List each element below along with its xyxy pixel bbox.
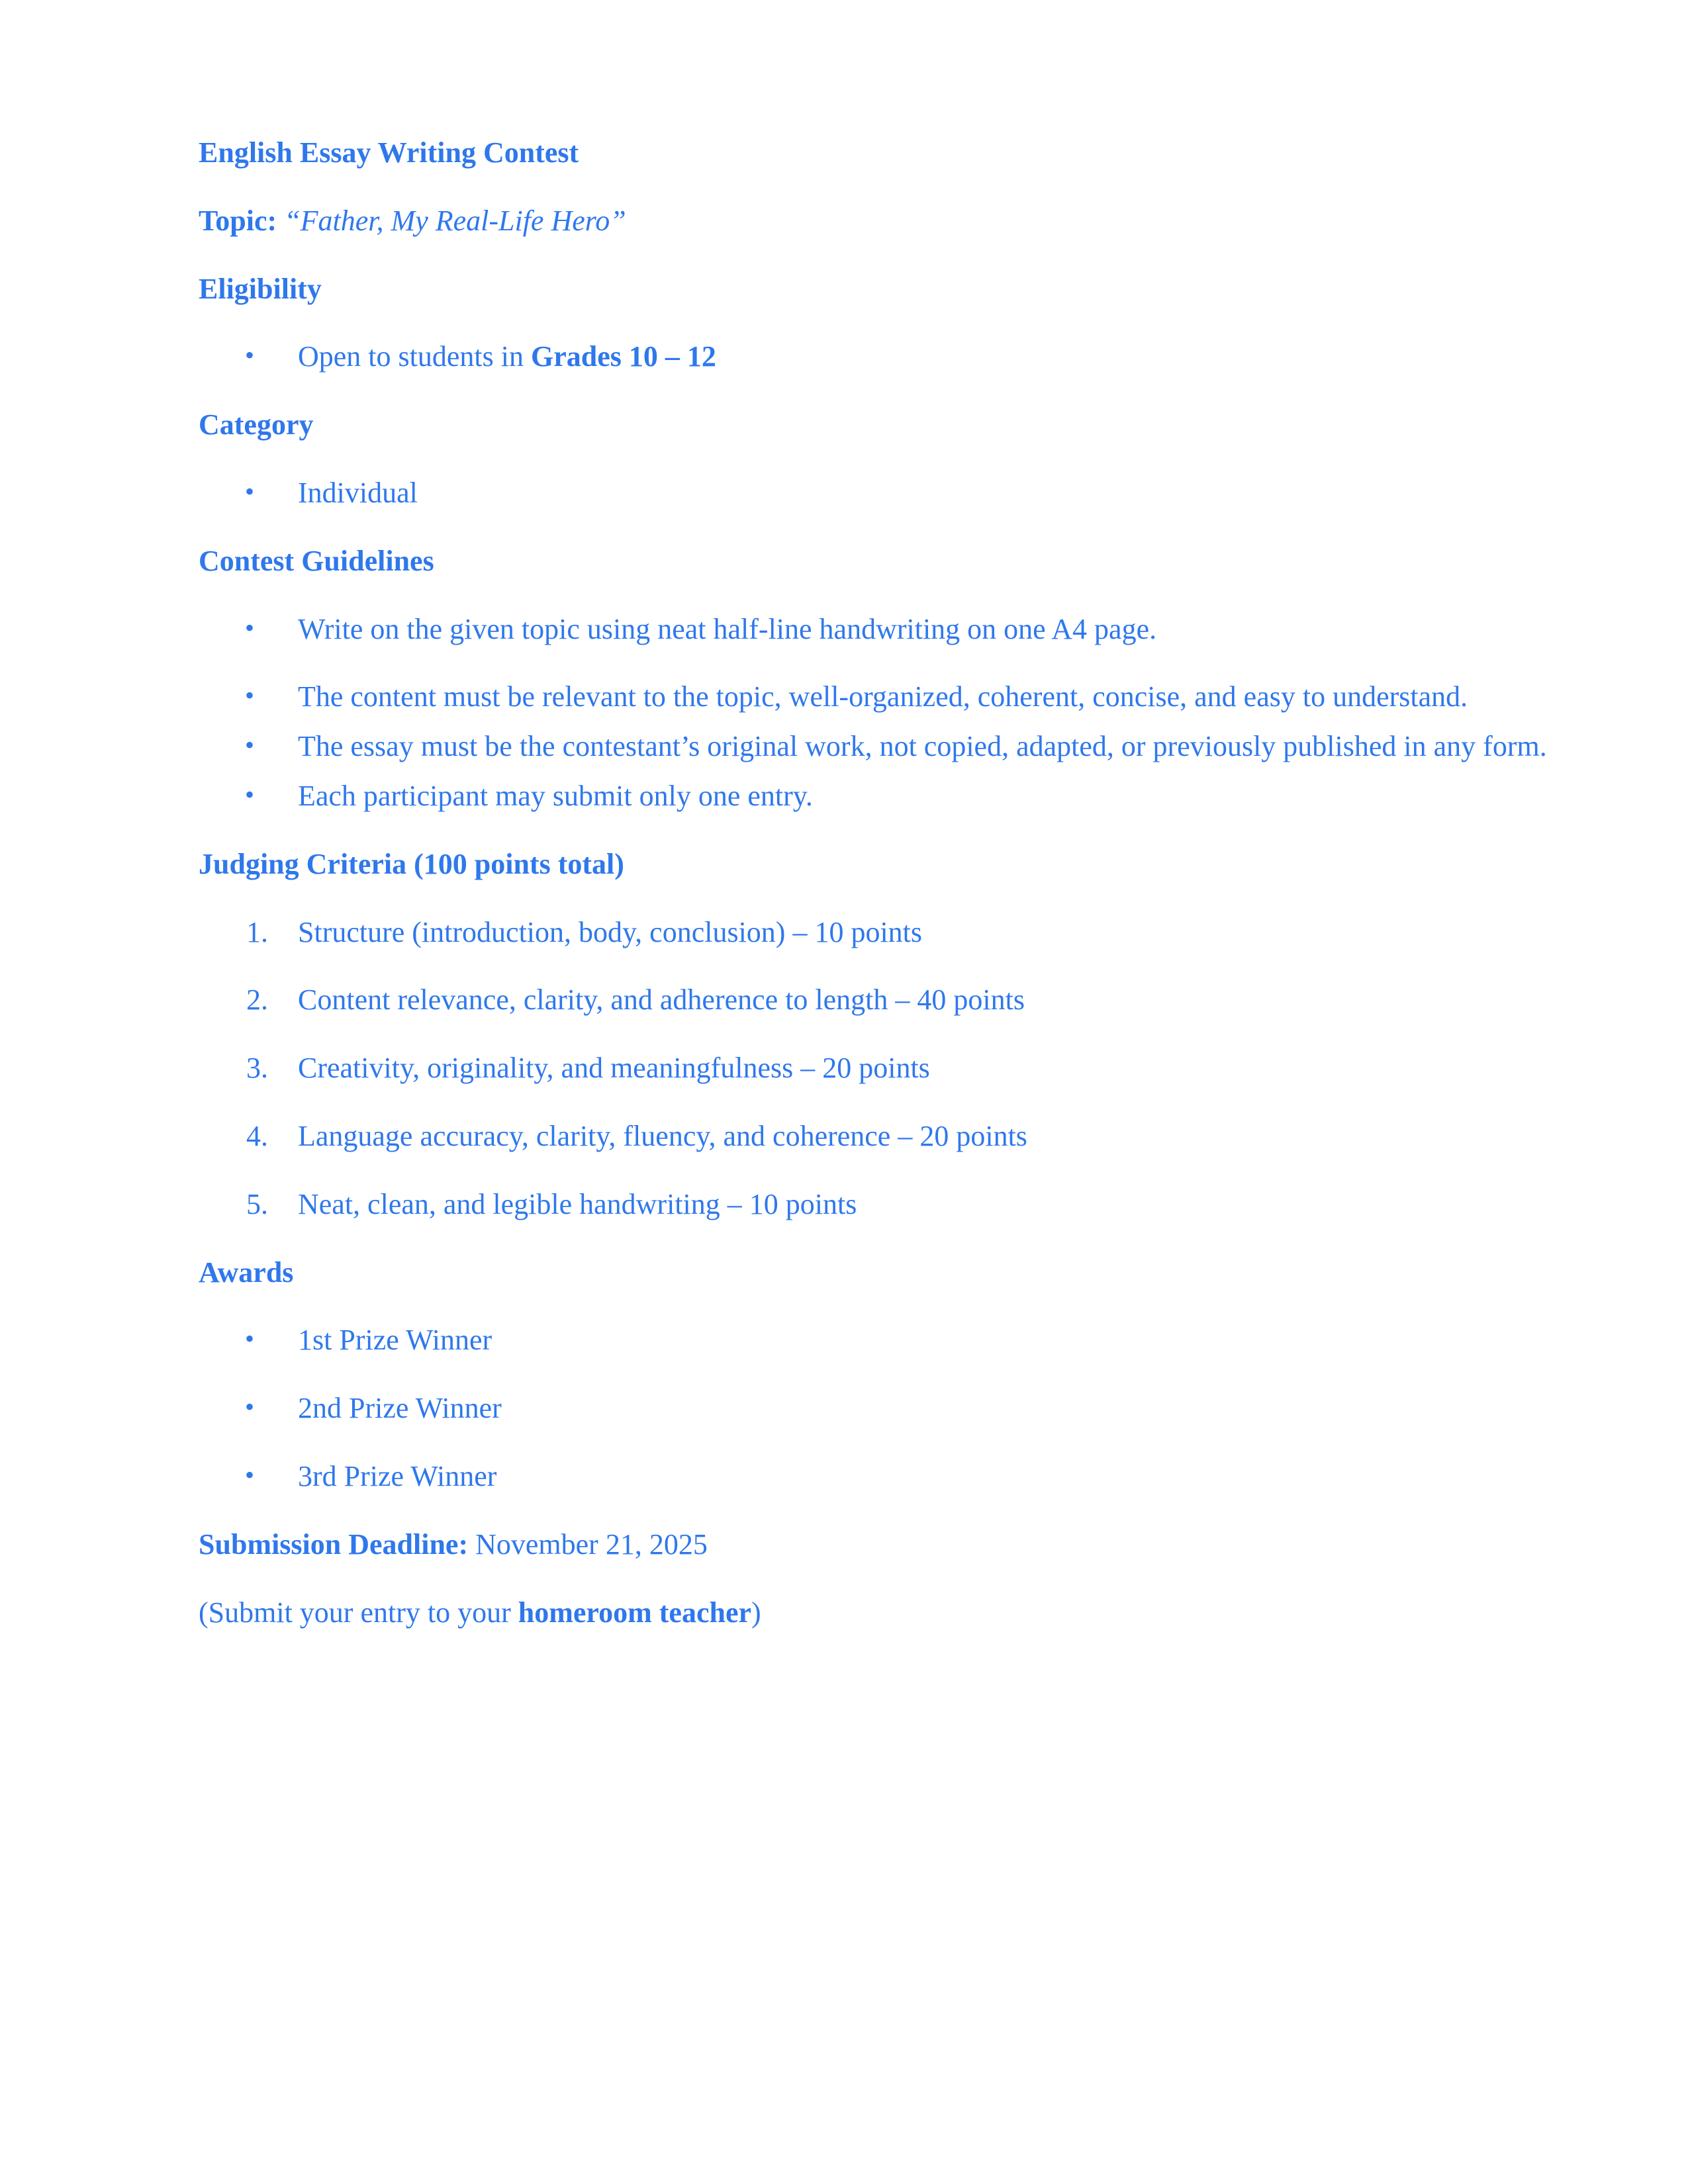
bullet-icon: • xyxy=(245,779,255,809)
awards-heading: Awards xyxy=(199,1255,294,1289)
deadline-label: Submission Deadline: xyxy=(199,1527,469,1561)
bullet-icon: • xyxy=(245,730,255,760)
list-item xyxy=(199,476,1575,511)
list-number: 4. xyxy=(246,1119,268,1152)
bullet-icon: • xyxy=(245,1459,255,1490)
category-list xyxy=(199,476,1575,511)
awards-list xyxy=(199,1323,1575,1494)
deadline-line xyxy=(199,1527,1575,1563)
list-item xyxy=(199,612,1575,647)
criterion-text: Neat, clean, and legible handwriting – 10 points xyxy=(298,1187,857,1220)
topic-value: “Father, My Real-Life Hero” xyxy=(284,204,626,237)
list-number: 2. xyxy=(246,983,268,1017)
list-item xyxy=(199,1391,1575,1426)
list-item xyxy=(199,680,1575,715)
submit-note-suffix: ) xyxy=(751,1596,761,1629)
category-heading: Category xyxy=(199,408,314,441)
judging-list xyxy=(199,915,1575,1222)
list-item xyxy=(199,915,1575,950)
document-title: English Essay Writing Contest xyxy=(199,136,579,169)
list-item xyxy=(199,340,1575,375)
guidelines-list xyxy=(199,612,1575,814)
criterion-text: Creativity, originality, and meaningfulness – 20 points xyxy=(298,1052,930,1085)
submit-note-recipient: homeroom teacher xyxy=(518,1596,752,1629)
list-item xyxy=(199,1051,1575,1086)
topic-line xyxy=(199,204,1575,239)
eligibility-grades: Grades 10 – 12 xyxy=(530,340,716,373)
guidelines-heading: Contest Guidelines xyxy=(199,544,434,577)
list-item xyxy=(199,779,1575,814)
list-number: 1. xyxy=(246,915,268,948)
list-item xyxy=(199,729,1575,764)
bullet-icon: • xyxy=(245,1392,255,1422)
award-text: 3rd Prize Winner xyxy=(298,1459,497,1492)
list-item xyxy=(199,1323,1575,1358)
list-number: 3. xyxy=(246,1052,268,1085)
list-item xyxy=(199,1119,1575,1154)
list-item xyxy=(199,983,1575,1018)
bullet-icon: • xyxy=(245,680,255,711)
deadline-value: November 21, 2025 xyxy=(468,1527,708,1561)
bullet-icon: • xyxy=(245,1324,255,1354)
eligibility-text: Open to students in xyxy=(298,340,531,373)
judging-heading: Judging Criteria (100 points total) xyxy=(199,847,624,880)
bullet-icon: • xyxy=(245,476,255,506)
list-number: 5. xyxy=(246,1187,268,1220)
guideline-text: The content must be relevant to the topic, well-organized, coherent, concise, and easy to understand. xyxy=(298,680,1468,713)
criterion-text: Language accuracy, clarity, fluency, and coherence – 20 points xyxy=(298,1119,1027,1152)
submit-note-prefix: (Submit your entry to your xyxy=(199,1596,518,1629)
eligibility-list xyxy=(199,340,1575,375)
guideline-text: The essay must be the contestant’s original work, not copied, adapted, or previously published in any form. xyxy=(298,730,1547,763)
list-item xyxy=(199,1187,1575,1222)
guideline-text: Write on the given topic using neat half-line handwriting on one A4 page. xyxy=(298,612,1157,645)
bullet-icon: • xyxy=(245,340,255,371)
award-text: 2nd Prize Winner xyxy=(298,1392,502,1425)
topic-label: Topic: xyxy=(199,204,277,237)
eligibility-heading: Eligibility xyxy=(199,272,322,305)
document-content xyxy=(199,136,1575,1663)
category-text: Individual xyxy=(298,476,418,509)
criterion-text: Content relevance, clarity, and adherence to length – 40 points xyxy=(298,983,1025,1017)
bullet-icon: • xyxy=(245,612,255,643)
criterion-text: Structure (introduction, body, conclusion) – 10 points xyxy=(298,915,923,948)
submit-note xyxy=(199,1596,1575,1631)
guideline-text: Each participant may submit only one entry. xyxy=(298,779,813,812)
list-item xyxy=(199,1459,1575,1494)
award-text: 1st Prize Winner xyxy=(298,1324,492,1357)
